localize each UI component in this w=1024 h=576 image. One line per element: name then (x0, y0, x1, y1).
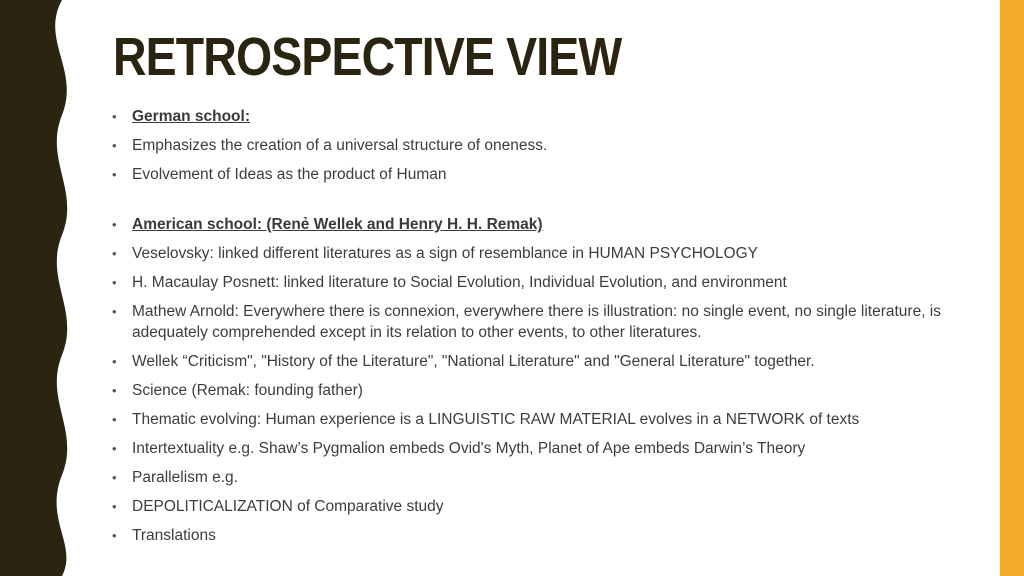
bullet-icon: • (112, 412, 117, 427)
bullet-icon: • (112, 246, 117, 261)
list-item (112, 438, 942, 459)
bullet-icon: • (112, 167, 117, 182)
list-item-text: Thematic evolving: Human experience is a LINGUISTIC RAW MATERIAL evolves in a NETWORK of texts (132, 411, 860, 428)
bullet-icon: • (112, 354, 117, 369)
american-school-heading (112, 214, 942, 235)
bullet-icon: • (112, 441, 117, 456)
list-item (112, 380, 942, 401)
list-item (112, 135, 942, 156)
bullet-icon: • (112, 217, 117, 232)
bullet-icon: • (112, 383, 117, 398)
bullet-list (112, 106, 942, 554)
list-item-text: Science (Remak: founding father) (132, 382, 363, 399)
spacer (112, 193, 942, 214)
list-item-text: H. Macaulay Posnett: linked literature to Social Evolution, Individual Evolution, and environment (132, 274, 787, 291)
bullet-icon: • (112, 109, 117, 124)
german-school-heading (112, 106, 942, 127)
left-wave-decoration (0, 0, 110, 576)
list-item-text: DEPOLITICALIZATION of Comparative study (132, 498, 444, 515)
list-item (112, 164, 942, 185)
bullet-icon: • (112, 304, 117, 319)
bullet-icon: • (112, 275, 117, 290)
list-item (112, 409, 942, 430)
list-item-text: Translations (132, 527, 216, 544)
list-item (112, 301, 942, 343)
german-heading-text: German school: (132, 108, 250, 125)
accent-bar (1000, 0, 1024, 576)
list-item-text: Veselovsky: linked different literatures as a sign of resemblance in HUMAN PSYCHOLOGY (132, 245, 759, 262)
list-item-text: Evolvement of Ideas as the product of Human (132, 166, 447, 183)
list-item (112, 243, 942, 264)
list-item-text: Intertextuality e.g. Shaw’s Pygmalion embeds Ovid's Myth, Planet of Ape embeds Darwin’s Theory (132, 440, 806, 457)
page-title: RETROSPECTIVE VIEW (113, 27, 622, 87)
list-item-text: Mathew Arnold: Everywhere there is connexion, everywhere there is illustration: no single event, no single literature, is adequately comprehended except in its relation to other events, to other literatures. (132, 303, 941, 341)
bullet-icon: • (112, 138, 117, 153)
list-item (112, 467, 942, 488)
list-item (112, 525, 942, 546)
list-item-text: Wellek “Criticism", "History of the Literature", "National Literature" and "General Literature" together. (132, 353, 815, 370)
list-item (112, 272, 942, 293)
list-item (112, 351, 942, 372)
list-item (112, 496, 942, 517)
list-item-text: Emphasizes the creation of a universal structure of oneness. (132, 137, 548, 154)
list-item-text: Parallelism e.g. (132, 469, 238, 486)
bullet-icon: • (112, 499, 117, 514)
bullet-icon: • (112, 528, 117, 543)
bullet-icon: • (112, 470, 117, 485)
american-heading-text: American school: (Renẻ Wellek and Henry H. H. Remak) (132, 216, 543, 233)
